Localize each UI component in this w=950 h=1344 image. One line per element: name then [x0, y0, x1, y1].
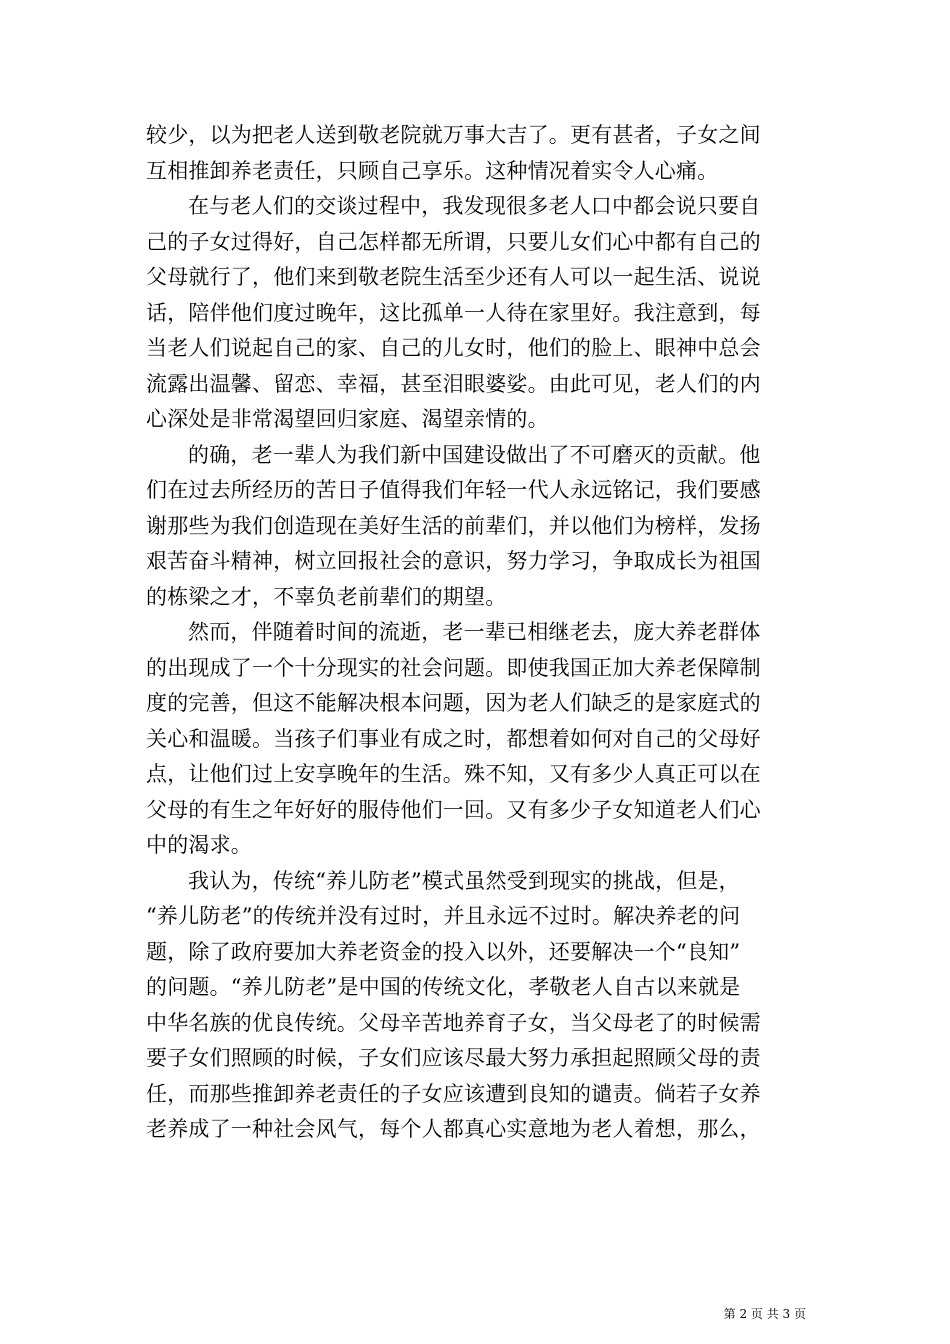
text-line: 流露出温馨、留恋、幸福，甚至泪眼婆娑。由此可见，老人们的内 — [146, 371, 761, 396]
text-line: “养儿防老”的传统并没有过时，并且永远不过时。解决养老的问 — [146, 904, 741, 928]
text-line: 的出现成了一个十分现实的社会问题。即使我国正加大养老保障制 — [146, 655, 761, 680]
text-line: 互相推卸养老责任，只顾自己享乐。这种情况着实令人心痛。 — [146, 158, 719, 183]
text-line: 点，让他们过上安享晚年的生活。殊不知，又有多少人真正可以在 — [146, 762, 761, 786]
text-line: 的栋梁之才，不辜负老前辈们的期望。 — [146, 584, 507, 609]
text-line: 话，陪伴他们度过晚年，这比孤单一人待在家里好。我注意到，每 — [146, 300, 761, 325]
text-line: 父母就行了，他们来到敬老院生活至少还有人可以一起生活、说说 — [146, 265, 761, 289]
text-line: 们在过去所经历的苦日子值得我们年轻一代人永远铭记，我们要感 — [146, 478, 761, 502]
text-line: 父母的有生之年好好的服侍他们一回。又有多少子女知道老人们心 — [146, 797, 761, 822]
document-body — [146, 118, 806, 1148]
paragraph-start-line: 然而，伴随着时间的流逝，老一辈已相继老去，庞大养老群体 — [188, 620, 761, 644]
text-line: 的问题。“养儿防老”是中国的传统文化，孝敬老人自古以来就是 — [146, 975, 741, 999]
paragraph-start-line: 在与老人们的交谈过程中，我发现很多老人口中都会说只要自 — [188, 194, 761, 218]
paragraph-start-line: 我认为，传统“养儿防老”模式虽然受到现实的挑战，但是， — [188, 868, 740, 893]
text-line: 较少，以为把老人送到敬老院就万事大吉了。更有甚者，子女之间 — [146, 123, 761, 147]
paragraph-start-line: 的确，老一辈人为我们新中国建设做出了不可磨灭的贡献。他 — [188, 442, 761, 467]
text-line: 中的渴求。 — [146, 833, 252, 857]
text-line: 要子女们照顾的时候，子女们应该尽最大努力承担起照顾父母的责 — [146, 1046, 761, 1070]
text-line: 老养成了一种社会风气，每个人都真心实意地为老人着想，那么， — [146, 1117, 761, 1141]
text-line: 题，除了政府要加大养老资金的投入以外，还要解决一个“良知” — [146, 939, 741, 964]
text-line: 己的子女过得好，自己怎样都无所谓，只要儿女们心中都有自己的 — [146, 229, 761, 254]
text-line: 谢那些为我们创造现在美好生活的前辈们，并以他们为榜样，发扬 — [146, 513, 761, 538]
text-line: 心深处是非常渴望回归家庭、渴望亲情的。 — [146, 407, 549, 431]
page-number: 第 2 页 共 3 页 — [723, 1307, 806, 1321]
text-line: 中华名族的优良传统。父母辛苦地养育子女，当父母老了的时候需 — [146, 1010, 761, 1035]
text-line: 度的完善，但这不能解决根本问题，因为老人们缺乏的是家庭式的 — [146, 691, 761, 715]
text-line: 当老人们说起自己的家、自己的儿女时，他们的脸上、眼神中总会 — [146, 336, 761, 360]
text-line: 任，而那些推卸养老责任的子女应该遭到良知的谴责。倘若子女养 — [146, 1081, 761, 1106]
text-line: 艰苦奋斗精神，树立回报社会的意识，努力学习，争取成长为祖国 — [146, 549, 761, 573]
text-line: 关心和温暖。当孩子们事业有成之时，都想着如何对自己的父母好 — [146, 726, 761, 751]
